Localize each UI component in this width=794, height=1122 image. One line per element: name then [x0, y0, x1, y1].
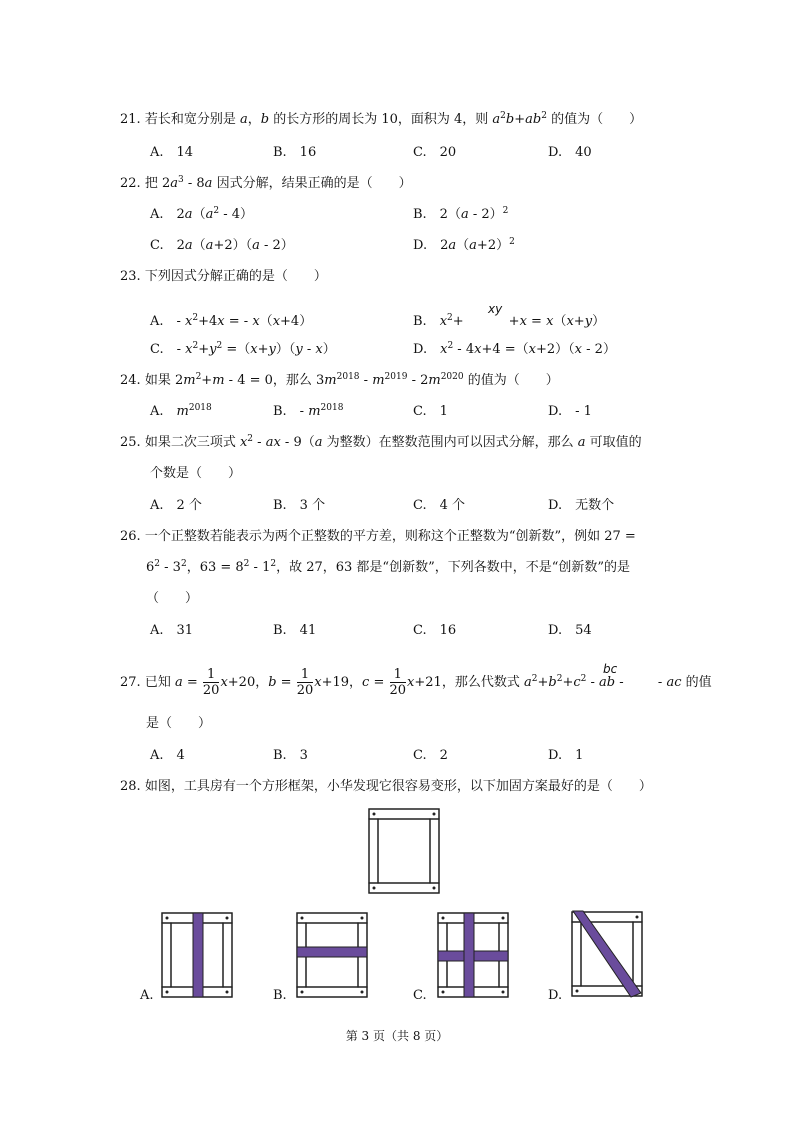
q26-line2: $6^2 - 3^2$，$63 = 8^2 - 1^2$，故 27，63 都是“创新数”，下列各数中，不是“创新数”的是 [146, 559, 631, 575]
q25-option-d[interactable]: D. 无数个 [548, 498, 615, 513]
q25-option-c[interactable]: C. 4 个 [413, 498, 466, 513]
q25-option-a[interactable]: A. 2 个 [150, 498, 202, 513]
frame-figure-option-d[interactable] [571, 910, 643, 998]
q27-option-a[interactable]: A. 4 [150, 748, 185, 763]
q22-option-d[interactable]: D. $2a(a+2)^2$ [413, 237, 515, 253]
q24-option-c[interactable]: C. 1 [413, 404, 448, 419]
q27-option-d[interactable]: D. 1 [548, 748, 584, 763]
q28-option-d-label[interactable]: D. [548, 988, 563, 1003]
q26-line3: （ ） [146, 591, 199, 606]
question-21: 21. 若长和宽分别是 a，b 的长方形的周长为 10，面积为 4，则 $a^2b+ab^2$ 的值为（ ） [120, 111, 643, 127]
q24-option-b[interactable]: B. - $m^{2018}$ [273, 403, 344, 419]
q21-option-d[interactable]: D. 40 [548, 145, 592, 160]
q23-number: 23. [120, 269, 141, 284]
frame-figure-option-c[interactable] [437, 912, 509, 998]
question-23: 23. 下列因式分解正确的是（ ） [120, 269, 327, 284]
q27-option-b[interactable]: B. 3 [273, 748, 308, 763]
q27-number: 27. [120, 675, 141, 690]
q24-option-a[interactable]: A. $m^{2018}$ [150, 403, 212, 419]
frame-figure-option-b[interactable] [296, 912, 368, 998]
q26-option-d[interactable]: D. 54 [548, 623, 592, 638]
q26-option-c[interactable]: C. 16 [413, 623, 457, 638]
q28-text: 如图，工具房有一个方形框架，小华发现它很容易变形，以下加固方案最好的是（ ） [144, 779, 652, 794]
question-25: 25. 如果二次三项式 $x^2$ - ax - 9（a 为整数）在整数范围内可以因式分解，那么 a 可取值的 [120, 434, 642, 450]
question-24: 24. 如果 $2m^2+m - 4 = 0$，那么 $3m^{2018} - m^{2019} - 2m^{2020}$ 的值为（ ） [120, 372, 559, 388]
q22-option-b[interactable]: B. 2（a - 2）$^2$ [413, 206, 509, 222]
q27-floating-term: bc [603, 662, 618, 676]
frame-figure-original [368, 808, 440, 894]
q21-option-a[interactable]: A. 14 [150, 145, 194, 160]
q28-option-b-label[interactable]: B. [273, 988, 287, 1003]
q26-option-b[interactable]: B. 41 [273, 623, 317, 638]
q21-number: 21. [120, 112, 141, 127]
q21-option-c[interactable]: C. 20 [413, 145, 457, 160]
fraction-1-20: $\frac{1}{20}$ [296, 667, 314, 698]
q22-option-a[interactable]: A. $2a(a^2 - 4)$ [150, 206, 254, 222]
q28-option-a-label[interactable]: A. [140, 988, 154, 1003]
fraction-1-20: $\frac{1}{20}$ [202, 667, 220, 698]
q23-option-a[interactable]: A. - $x^2+4x$ = - x（x+4） [150, 313, 313, 329]
q28-option-c-label[interactable]: C. [413, 988, 427, 1003]
q22-option-c[interactable]: C. 2a（a+2）（a - 2） [150, 238, 294, 253]
q23-option-d[interactable]: D. $x^2 - 4x+4 =(x+2)(x - 2)$ [413, 341, 616, 357]
q24-option-d[interactable]: D. - 1 [548, 404, 592, 419]
q25-line2: 个数是（ ） [150, 466, 242, 481]
q26-number: 26. [120, 529, 141, 544]
question-22: 22. 把 $2a^3 - 8a$ 因式分解，结果正确的是（ ） [120, 175, 412, 191]
fraction-1-20: $\frac{1}{20}$ [389, 667, 407, 698]
q25-number: 25. [120, 435, 141, 450]
q26-option-a[interactable]: A. 31 [150, 623, 194, 638]
q21-option-b[interactable]: B. 16 [273, 145, 317, 160]
q24-number: 24. [120, 373, 141, 388]
frame-figure-option-a[interactable] [161, 912, 233, 998]
q28-number: 28. [120, 779, 141, 794]
question-28 [120, 779, 652, 795]
q23-option-b[interactable]: B. $x^2+$ +x = x（x+y） [413, 313, 606, 329]
q25-option-b[interactable]: B. 3 个 [273, 498, 326, 513]
q23-floating-term: xy [488, 302, 503, 316]
page-footer: 第 3 页（共 8 页） [345, 1029, 449, 1043]
q27-option-c[interactable]: C. 2 [413, 748, 448, 763]
q26-line1: 一个正整数若能表示为两个正整数的平方差，则称这个正整数为“创新数”，例如 27 = [144, 529, 636, 544]
q22-number: 22. [120, 176, 141, 191]
q27-line2: 是（ ） [146, 716, 212, 731]
question-27: 27. 已知 a = $\frac{1}{20}$ x+20，b = $\frac{1}{20}$ x+19，c = $\frac{1}{20}$ x+21，那么代数式 $a^2+b^2+c^2$ - ab - - ac 的值 [120, 667, 712, 698]
q23-option-c[interactable]: C. - $x^2+y^2 =(x+y)(y - x)$ [150, 341, 336, 357]
question-26 [120, 529, 636, 545]
